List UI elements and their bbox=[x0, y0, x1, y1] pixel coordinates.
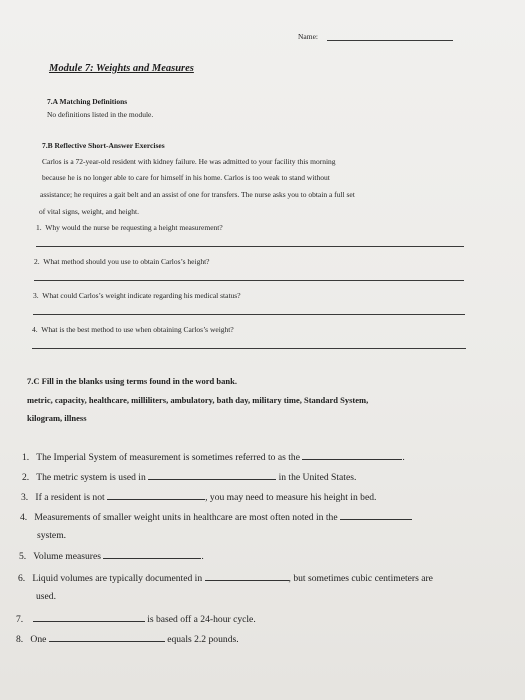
fill-item-4 bbox=[20, 510, 412, 523]
fill-item-5 bbox=[19, 549, 204, 562]
answer-blank[interactable] bbox=[49, 632, 165, 642]
answer-blank[interactable] bbox=[340, 510, 412, 520]
question-2 bbox=[34, 257, 209, 266]
fill-item-6 bbox=[18, 571, 433, 584]
answer-line-3[interactable] bbox=[33, 314, 465, 315]
item-number: 5. bbox=[19, 551, 27, 562]
item-number: 6. bbox=[18, 573, 26, 584]
item-continuation: used. bbox=[36, 591, 56, 602]
answer-blank[interactable] bbox=[33, 612, 145, 622]
answer-blank[interactable] bbox=[302, 450, 402, 460]
word-bank-line: metric, capacity, healthcare, milliliters, ambulatory, bath day, military time, Standard System, bbox=[27, 395, 369, 405]
item-number: 7. bbox=[16, 614, 24, 625]
answer-blank[interactable] bbox=[107, 490, 205, 500]
question-text: Why would the nurse be requesting a height measurement? bbox=[45, 223, 223, 232]
item-text: Measurements of smaller weight units in healthcare are most often noted in the bbox=[34, 512, 338, 523]
question-4 bbox=[32, 325, 234, 334]
item-number: 2. bbox=[22, 472, 30, 483]
scenario-line: because he is no longer able to care for himself in his home. Carlos is too weak to stand without bbox=[42, 173, 330, 182]
item-number: 4. bbox=[20, 512, 28, 523]
question-text: What is the best method to use when obtaining Carlos’s weight? bbox=[41, 325, 234, 334]
item-continuation: system. bbox=[37, 530, 67, 541]
item-text: . bbox=[402, 452, 405, 463]
question-1 bbox=[36, 223, 223, 232]
section-a-heading: 7.A Matching Definitions bbox=[47, 97, 128, 106]
item-text: , you may need to measure his height in bed. bbox=[205, 492, 377, 503]
item-number: 3. bbox=[21, 492, 29, 503]
fill-item-8 bbox=[16, 632, 239, 645]
item-text: If a resident is not bbox=[35, 492, 105, 503]
word-bank-line: kilogram, illness bbox=[27, 413, 87, 423]
section-a-text: No definitions listed in the module. bbox=[47, 110, 154, 119]
item-text: Liquid volumes are typically documented in bbox=[32, 573, 203, 584]
fill-item-2 bbox=[22, 470, 356, 483]
item-text: equals 2.2 pounds. bbox=[167, 634, 239, 645]
section-b-heading: 7.B Reflective Short-Answer Exercises bbox=[42, 141, 165, 150]
scenario-line: assistance; he requires a gait belt and an assist of one for transfers. The nurse asks you to obtain a full set bbox=[40, 190, 355, 199]
question-number: 1. bbox=[36, 223, 42, 232]
name-label: Name: bbox=[298, 32, 318, 41]
name-line[interactable] bbox=[327, 40, 453, 41]
question-number: 3. bbox=[33, 291, 39, 300]
question-text: What could Carlos’s weight indicate regarding his medical status? bbox=[42, 291, 241, 300]
item-text: is based off a 24-hour cycle. bbox=[147, 614, 256, 625]
item-text: in the United States. bbox=[278, 472, 357, 483]
answer-blank[interactable] bbox=[205, 571, 289, 581]
fill-item-1 bbox=[22, 450, 405, 463]
answer-blank[interactable] bbox=[148, 470, 276, 480]
answer-blank[interactable] bbox=[103, 549, 201, 559]
answer-line-1[interactable] bbox=[36, 246, 464, 247]
question-text: What method should you use to obtain Carlos’s height? bbox=[43, 257, 210, 266]
scenario-line: of vital signs, weight, and height. bbox=[39, 207, 139, 216]
question-number: 4. bbox=[32, 325, 38, 334]
answer-line-2[interactable] bbox=[34, 280, 464, 281]
question-number: 2. bbox=[34, 257, 40, 266]
item-text: The metric system is used in bbox=[36, 472, 146, 483]
item-text: One bbox=[30, 634, 47, 645]
fill-item-7 bbox=[16, 612, 256, 625]
item-text: . bbox=[201, 551, 204, 562]
module-title: Module 7: Weights and Measures bbox=[49, 63, 194, 74]
item-number: 8. bbox=[16, 634, 24, 645]
item-number: 1. bbox=[22, 452, 30, 463]
scenario-line: Carlos is a 72-year-old resident with kidney failure. He was admitted to your facility this morning bbox=[42, 157, 336, 166]
section-c-heading: 7.C Fill in the blanks using terms found in the word bank. bbox=[27, 376, 237, 386]
item-text: Volume measures bbox=[33, 551, 101, 562]
question-3 bbox=[33, 291, 241, 300]
item-text: , but sometimes cubic centimeters are bbox=[288, 573, 433, 584]
fill-item-3 bbox=[21, 490, 376, 503]
item-text: The Imperial System of measurement is sometimes referred to as the bbox=[36, 452, 300, 463]
answer-line-4[interactable] bbox=[32, 348, 466, 349]
